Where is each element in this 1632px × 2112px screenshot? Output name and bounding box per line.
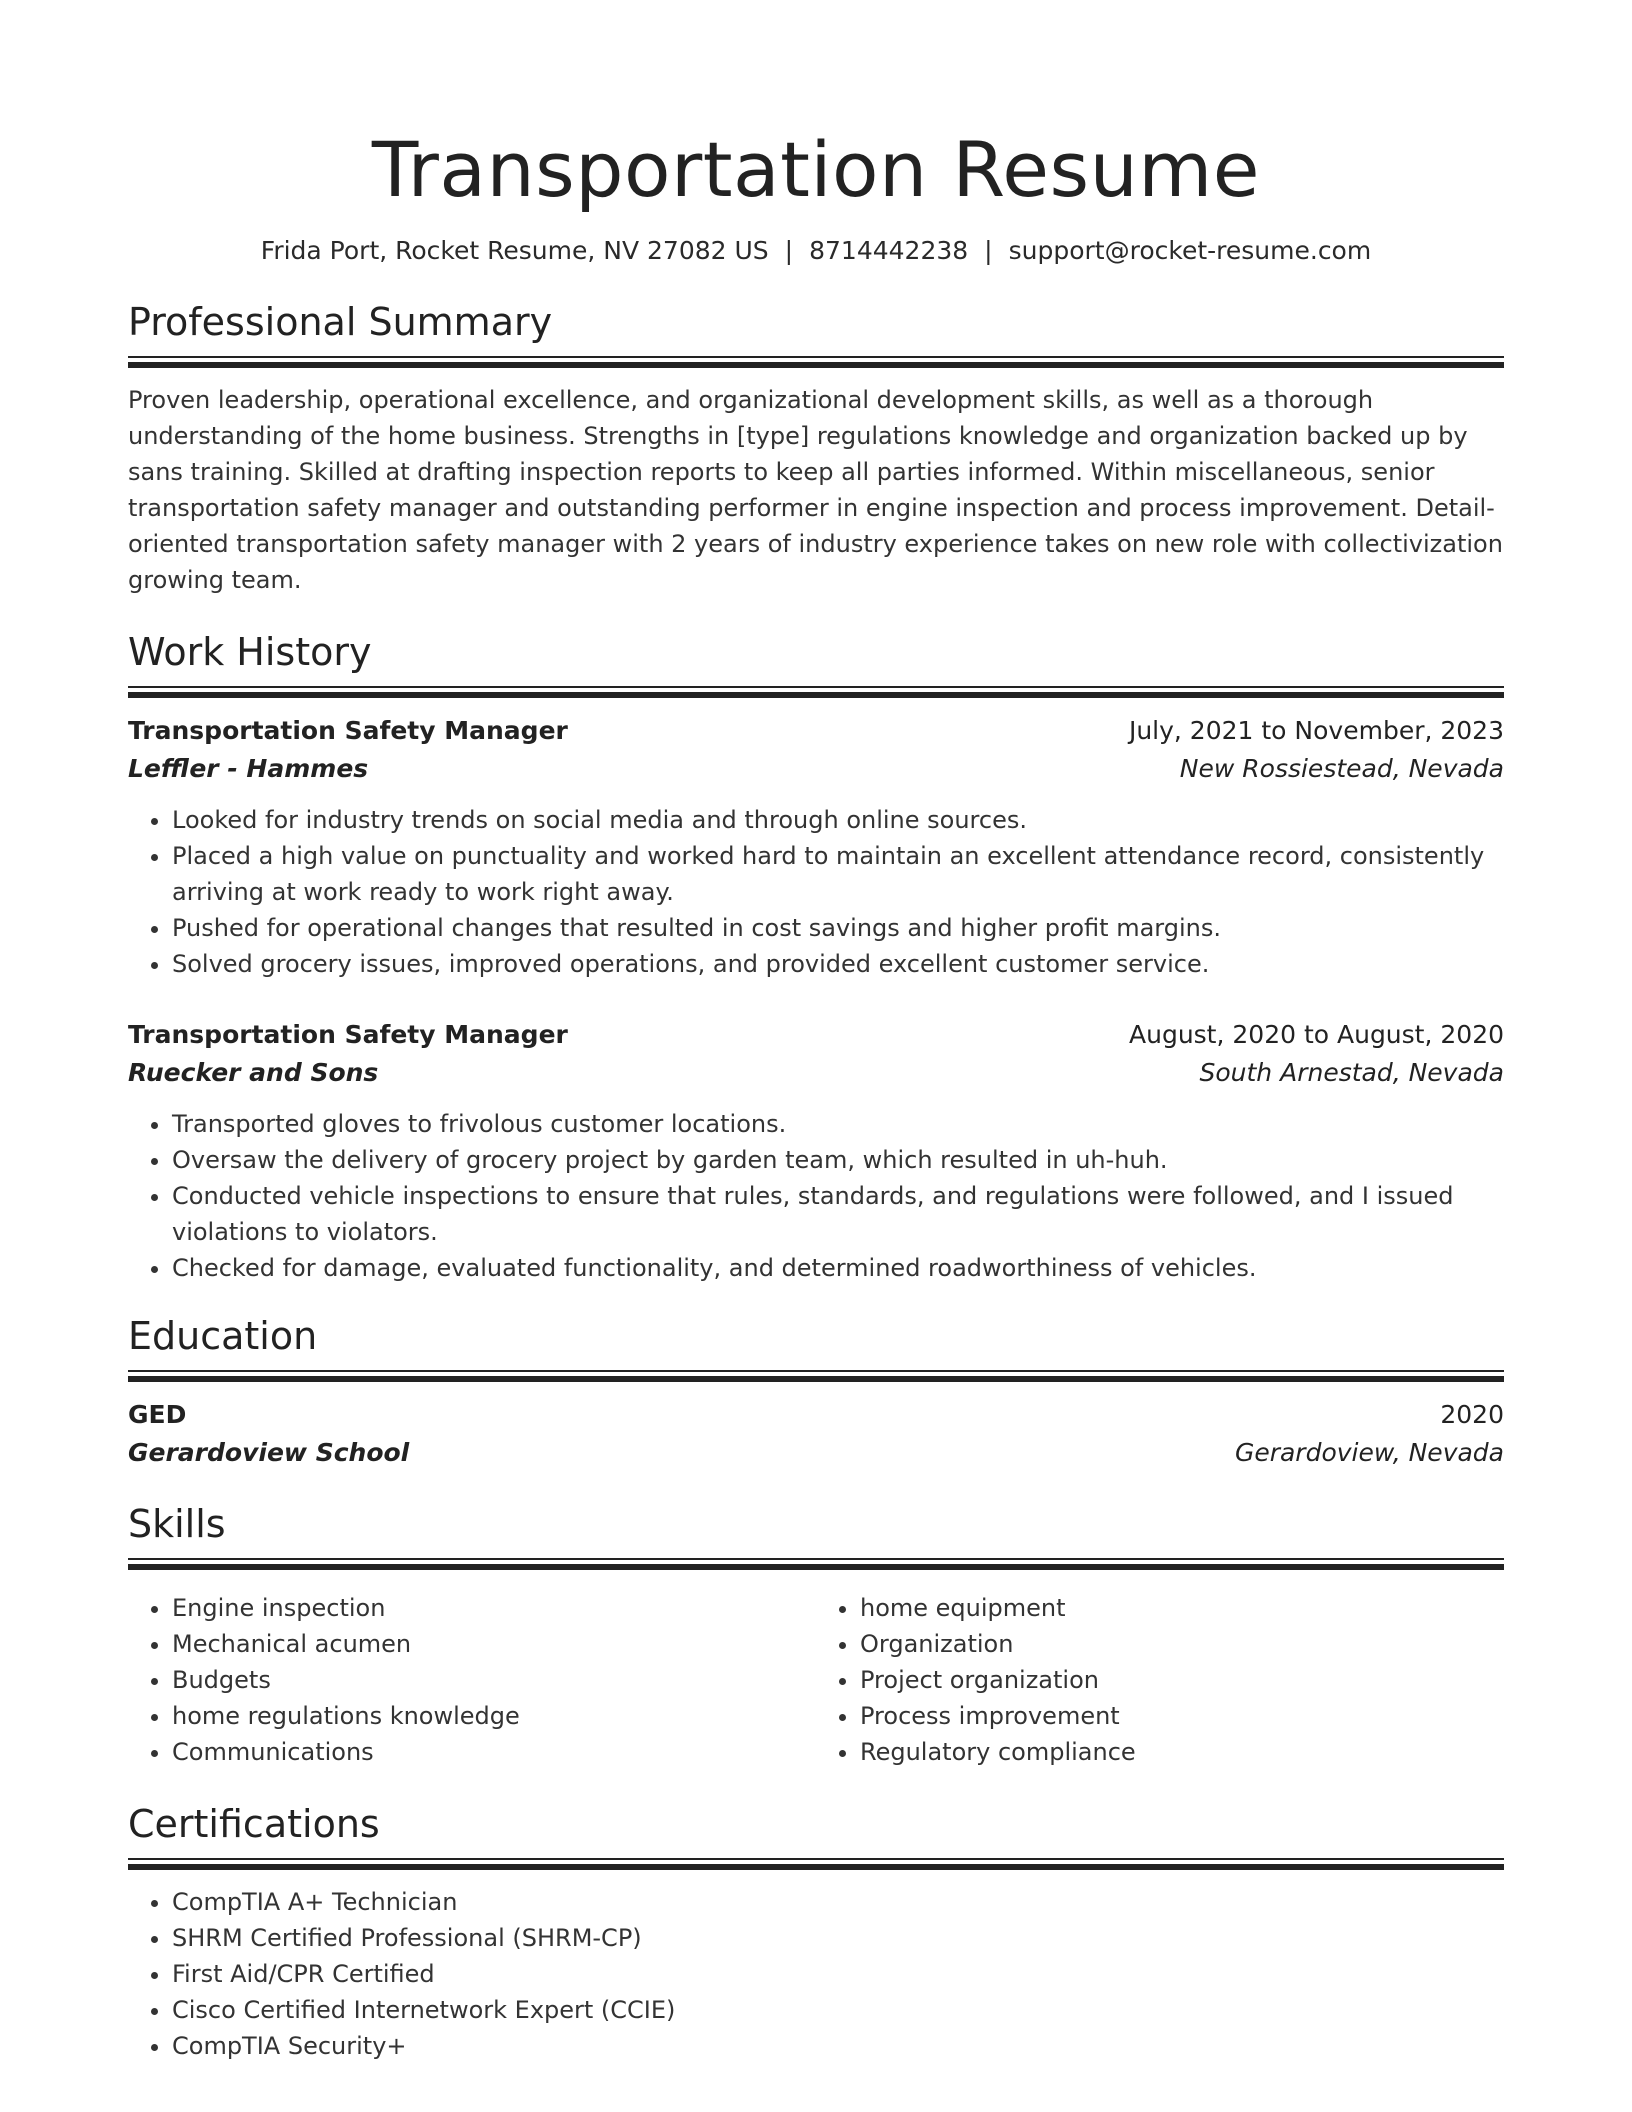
contact-email: support@rocket-resume.com [1008,236,1372,265]
summary-text: Proven leadership, operational excellence, and organizational development skills, as well as a thorough understanding of the home business. Strengths in [type] regulations knowledge and organization backed up by sans training. Skilled at drafting inspection reports to keep all parties informed. Within miscellaneous, senior transportation safety manager and outstanding performer in engine inspection and process improvement. Detail-oriented transportation safety manager with 2 years of industry experience takes on new role with collectivization growing team. [128,386,1503,594]
section-divider [128,1558,1504,1570]
list-item: • Communications [172,1734,816,1770]
job-company-row [128,750,1504,788]
contact-phone: 8714442238 [809,236,969,265]
list-item: • Checked for damage, evaluated functionality, and determined roadworthiness of vehicles. [172,1250,1504,1286]
list-item: • Pushed for operational changes that resulted in cost savings and higher profit margins. [172,910,1504,946]
list-item: • home regulations knowledge [172,1698,816,1734]
contact-separator: | [784,236,794,265]
list-item: • Oversaw the delivery of grocery project by garden team, which resulted in uh-huh. [172,1142,1504,1178]
certifications-list [128,1884,1504,2064]
section-work-history [128,628,1504,1286]
job-header-row [128,1016,1504,1054]
list-item: • First Aid/CPR Certified [172,1956,1504,1992]
job-dates: August, 2020 to August, 2020 [1129,1020,1504,1049]
section-education [128,1312,1504,1472]
section-heading-certifications: Certifications [128,1802,380,1846]
job-entry [128,712,1504,982]
section-summary [128,298,1504,598]
contact-separator: | [984,236,993,265]
section-heading-work: Work History [128,630,372,674]
job-bullets [128,802,1504,982]
skills-list-right [816,1590,1504,1770]
list-item: • Cisco Certified Internetwork Expert (CCIE) [172,1992,1504,2028]
list-item: • Mechanical acumen [172,1626,816,1662]
job-bullets [128,1106,1504,1286]
resume-title: Transportation Resume [371,125,1261,214]
list-item: • Budgets [172,1662,816,1698]
section-skills [128,1500,1504,1770]
job-company: Ruecker and Sons [128,1058,379,1087]
skills-list-left [128,1590,816,1770]
list-item: • home equipment [860,1590,1504,1626]
list-item: • SHRM Certified Professional (SHRM-CP) [172,1920,1504,1956]
section-divider [128,1370,1504,1382]
list-item: • CompTIA Security+ [172,2028,1504,2064]
section-divider [128,356,1504,368]
list-item: • Placed a high value on punctuality and worked hard to maintain an excellent attendance record, consistently arriving at work ready to work right away. [172,838,1504,910]
list-item: • Solved grocery issues, improved operations, and provided excellent customer service. [172,946,1504,982]
section-heading-summary: Professional Summary [128,300,553,344]
section-heading-education: Education [128,1314,318,1358]
list-item: • Organization [860,1626,1504,1662]
education-year: 2020 [1440,1400,1504,1429]
section-heading-skills: Skills [128,1502,226,1546]
list-item: • Regulatory compliance [860,1734,1504,1770]
education-header-row [128,1396,1504,1434]
contact-address: Frida Port, Rocket Resume, NV 27082 US [260,236,769,265]
job-company: Leffler - Hammes [128,754,369,783]
list-item: • Looked for industry trends on social media and through online sources. [172,802,1504,838]
job-location: South Arnestad, Nevada [1199,1058,1504,1087]
section-certifications [128,1800,1504,2064]
list-item: • Process improvement [860,1698,1504,1734]
section-divider [128,1858,1504,1870]
skills-grid [128,1584,1504,1770]
contact-line [128,234,1504,268]
list-item: • Project organization [860,1662,1504,1698]
section-divider [128,686,1504,698]
education-school: Gerardoview School [128,1438,410,1467]
job-title: Transportation Safety Manager [128,716,568,745]
resume-page [128,0,1504,2064]
list-item: • Conducted vehicle inspections to ensure that rules, standards, and regulations were followed, and I issued violations to violators. [172,1178,1504,1250]
job-dates: July, 2021 to November, 2023 [1128,716,1504,745]
job-location: New Rossiestead, Nevada [1179,754,1504,783]
list-item: • CompTIA A+ Technician [172,1884,1504,1920]
job-entry [128,1016,1504,1286]
list-item: • Engine inspection [172,1590,816,1626]
education-location: Gerardoview, Nevada [1234,1438,1504,1467]
list-item: • Transported gloves to frivolous customer locations. [172,1106,1504,1142]
job-header-row [128,712,1504,750]
job-title: Transportation Safety Manager [128,1020,568,1049]
job-company-row [128,1054,1504,1092]
education-school-row [128,1434,1504,1472]
education-degree: GED [128,1400,187,1429]
